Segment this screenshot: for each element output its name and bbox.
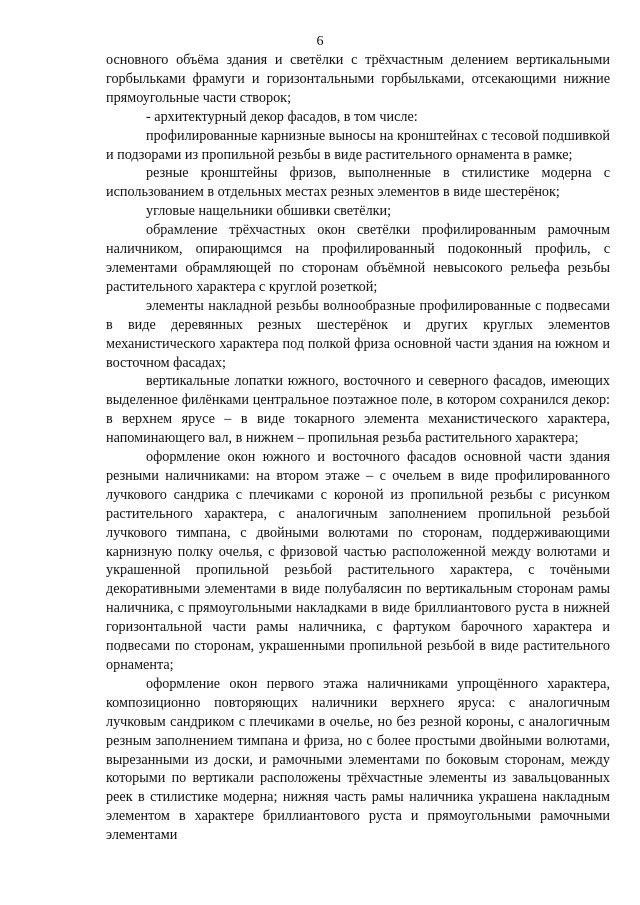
- page-number: 6: [316, 34, 324, 49]
- paragraph: оформление окон южного и восточного фасадов основной части здания резными наличниками: на втором этаже – с очельем в виде профилированного лучкового сандрика с плечиками с короной из пропильной резьбы с рисунком растительного характера, с аналогичным заполнением пропильной резьбой лучкового тимпана, с двойными волютами по сторонам, поддерживающими карнизную полку очелья, с фризовой частью расположенной между волютами и украшенной пропильной резьбой растительного характера, с точёными декоративными элементами в виде полубалясин по вертикальным сторонам рамы наличника, с прямоугольными накладками в виде бриллиантового руста в нижней горизонтальной части рамы наличника, с фартуком барочного характера и подвесами по сторонам, украшенными пропильной резьбой в виде растительного орнамента;: [106, 449, 610, 673]
- paragraph: основного объёма здания и светёлки с трёхчастным делением вертикальными горбыльками фрамуги и горизонтальными горбыльками, отсекающими нижние прямоугольные части створок;: [106, 52, 610, 106]
- paragraph: - архитектурный декор фасадов, в том числе:: [146, 108, 418, 125]
- paragraph: элементы накладной резьбы волнообразные профилированные с подвесами в виде деревянных резных шестерёнок и других круглых элементов механистического характера под полкой фриза основной части здания на южном и восточном фасадах;: [106, 297, 610, 371]
- paragraph: вертикальные лопатки южного, восточного и северного фасадов, имеющих выделенное филёнками центральное поэтажное поле, в котором сохранился декор: в верхнем ярусе – в виде токарного элемента механистического характера, напоминающего вал, в нижнем – пропильная резьба растительного характера;: [106, 373, 610, 447]
- paragraph: оформление окон первого этажа наличниками упрощённого характера, композиционно повторяющих наличники верхнего яруса: с аналогичным лучковым сандриком с плечиками в очелье, но без резной короны, с аналогичным резным заполнением тимпана и фриза, но с более простыми двойными волютами, вырезанными из доски, и рамочными элементами по боковым сторонам, между которыми по вертикали расположены трёхчастные элементы из завальцованных реек в стилистике модерна; нижняя часть рамы наличника украшена накладным элементом в характере бриллиантового руста и прямоугольными рамочными элементами: [106, 675, 610, 844]
- paragraph: профилированные карнизные выносы на кронштейнах с тесовой подшивкой и подзорами из пропильной резьбы в виде растительного орнамента в рамке;: [106, 127, 610, 163]
- paragraph: угловые нащельники обшивки светёлки;: [146, 203, 392, 220]
- document-body: [106, 51, 610, 845]
- paragraph: резные кронштейны фризов, выполненные в стилистике модерна с использованием в отдельных местах резных элементов в виде шестерёнок;: [106, 165, 610, 201]
- paragraph: обрамление трёхчастных окон светёлки профилированным рамочным наличником, опирающимся на профилированный подоконный профиль, с элементами обрамляющей по сторонам объёмной невысокого рельефа резьбы растительного характера с круглой розеткой;: [106, 222, 610, 295]
